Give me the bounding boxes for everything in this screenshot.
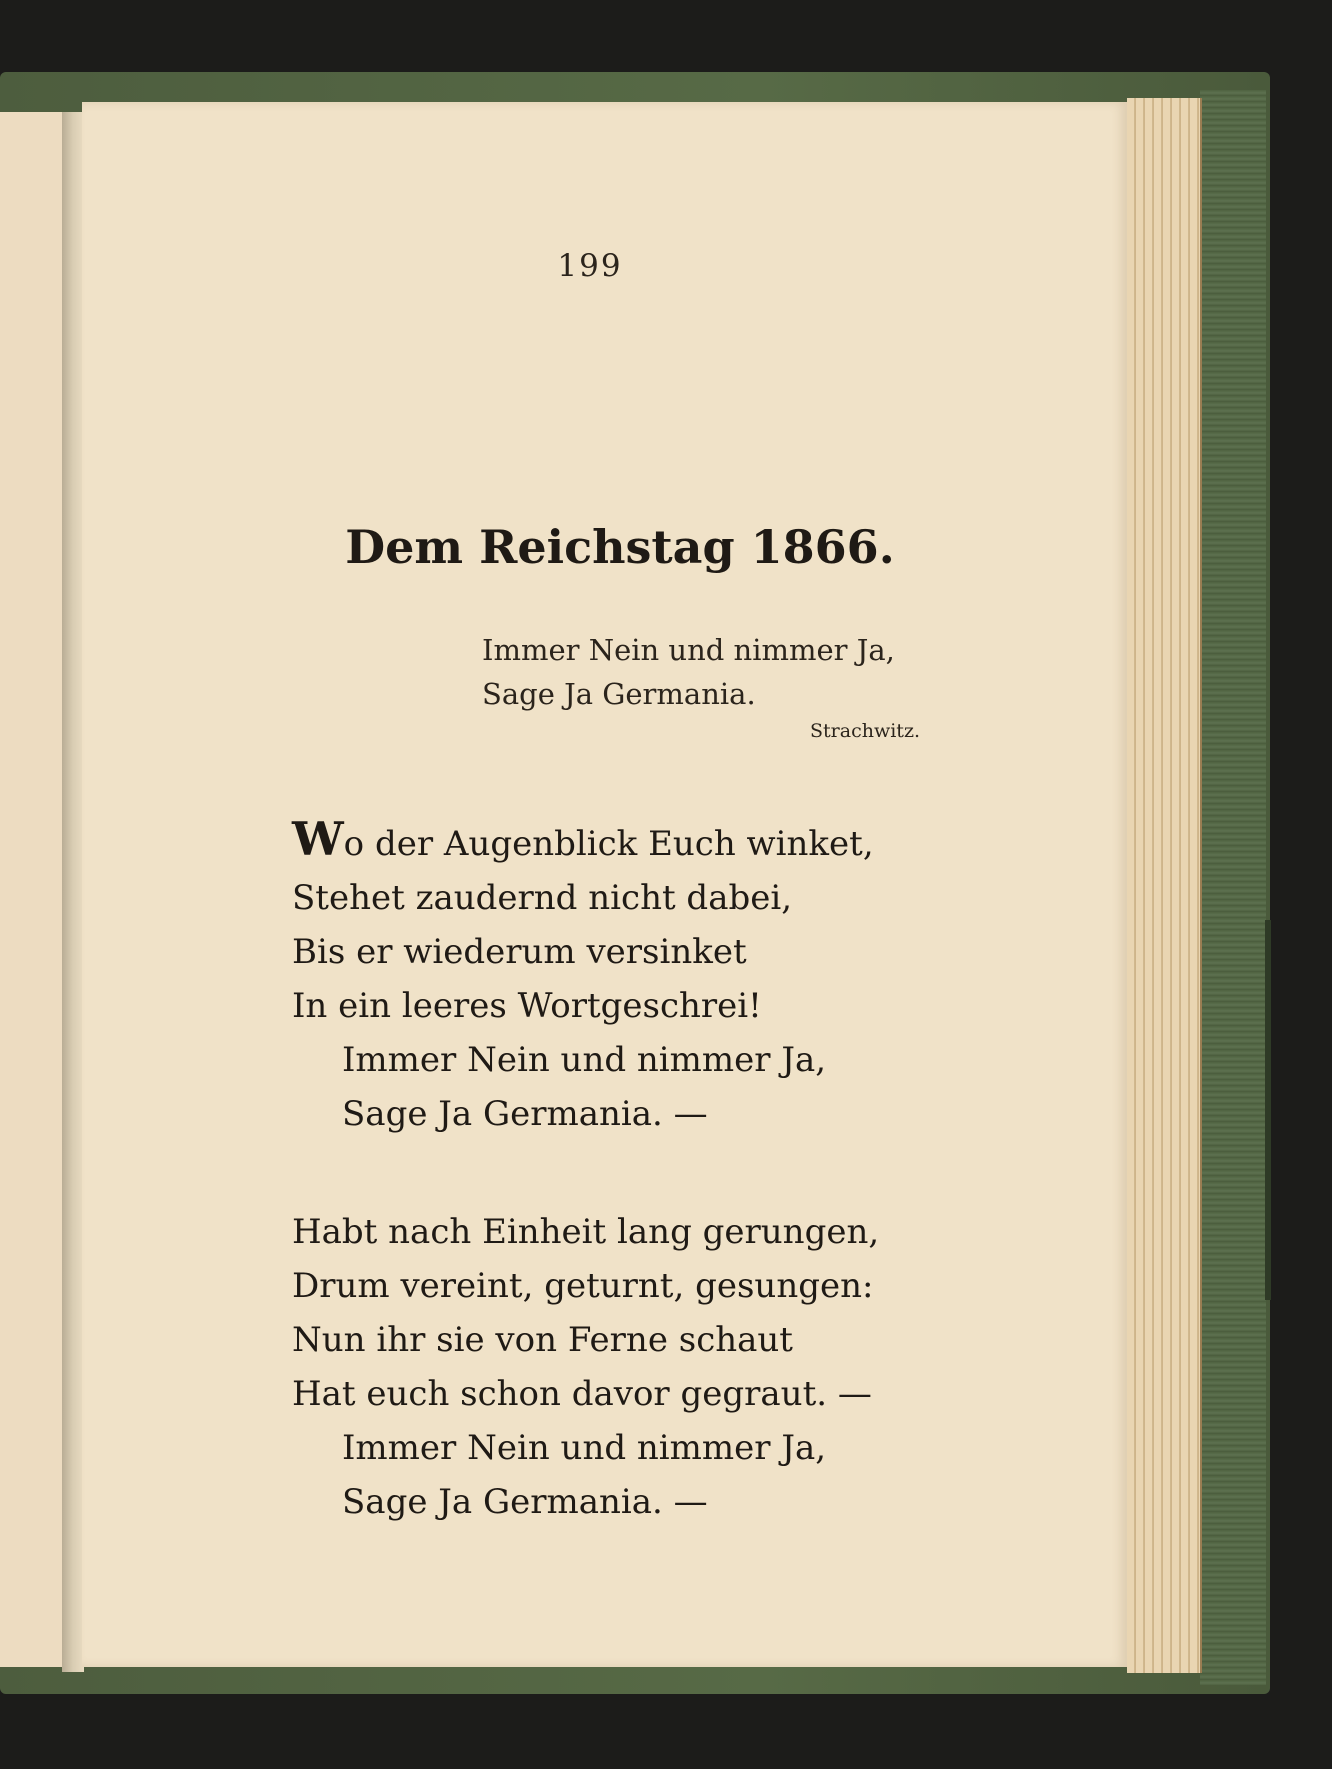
- verse-line: Stehet zaudernd nicht dabei,: [292, 878, 793, 918]
- drop-initial: W: [292, 812, 344, 866]
- stanza-2: [292, 1205, 912, 1529]
- verse-line: [292, 812, 912, 871]
- epigraph-line: Immer Nein und nimmer Ja,: [482, 633, 895, 667]
- epigraph-line: Sage Ja Germania.: [482, 677, 756, 711]
- verse-line-text: o der Augenblick Euch winket,: [343, 824, 874, 864]
- refrain-line: Immer Nein und nimmer Ja,: [342, 1040, 827, 1080]
- refrain-line: Immer Nein und nimmer Ja,: [342, 1428, 827, 1468]
- verse-line: Nun ihr sie von Ferne schaut: [292, 1320, 793, 1360]
- book-cover-edge: [1200, 90, 1266, 1685]
- refrain-line: Sage Ja Germania. —: [342, 1482, 708, 1522]
- poem-title: Dem Reichstag 1866.: [345, 520, 895, 574]
- stanza-1: [292, 812, 912, 1141]
- cover-edge-shadow: [1265, 920, 1271, 1300]
- epigraph: [482, 628, 982, 716]
- book-gutter: [62, 112, 84, 1672]
- verse-line: Habt nach Einheit lang gerungen,: [292, 1212, 880, 1252]
- verse-line: Bis er wiederum versinket: [292, 932, 747, 972]
- left-page: [0, 112, 63, 1667]
- page-number: 199: [557, 248, 623, 284]
- page-edges: [1127, 98, 1202, 1673]
- verse-line: Drum vereint, geturnt, gesungen:: [292, 1266, 874, 1306]
- epigraph-author: Strachwitz.: [810, 720, 920, 742]
- refrain-line: Sage Ja Germania. —: [342, 1094, 708, 1134]
- verse-line: In ein leeres Wortgeschrei!: [292, 986, 762, 1026]
- verse-line: Hat euch schon davor gegraut. —: [292, 1374, 872, 1414]
